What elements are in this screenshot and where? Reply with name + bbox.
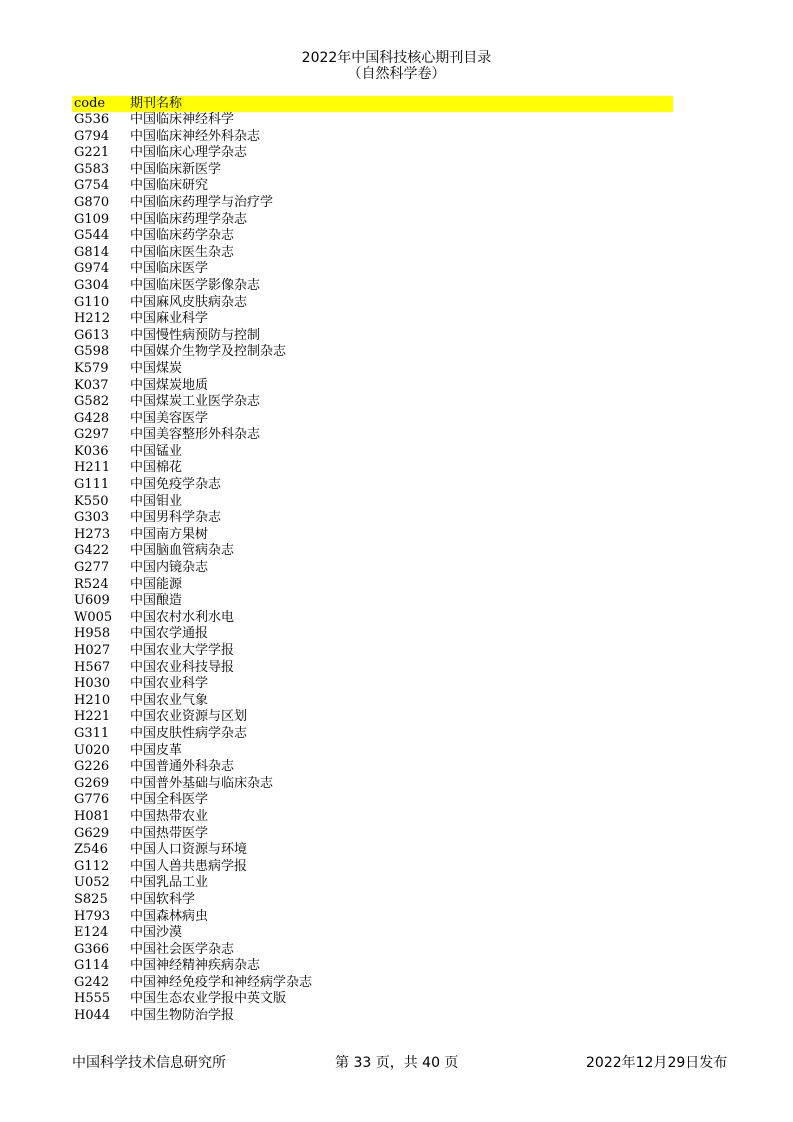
journal-name: 中国南方果树 xyxy=(130,526,209,542)
journal-name: 中国农业科学 xyxy=(130,676,209,692)
journal-name: 中国棉花 xyxy=(130,460,183,476)
journal-code: H210 xyxy=(74,692,111,708)
journal-name: 中国男科学杂志 xyxy=(130,510,222,526)
journal-code: G814 xyxy=(74,244,110,260)
journal-code: U609 xyxy=(74,593,110,609)
table-row xyxy=(72,261,673,278)
journal-code: G794 xyxy=(74,128,110,144)
journal-code: G974 xyxy=(74,261,110,277)
footer-org: 中国科学技术信息研究所 xyxy=(72,1055,226,1071)
journal-code: G221 xyxy=(74,145,110,161)
journal-code: G536 xyxy=(74,112,110,127)
table-row xyxy=(72,145,673,162)
table-row xyxy=(72,925,673,942)
journal-name: 中国普通外科杂志 xyxy=(130,759,235,775)
table-row xyxy=(72,328,673,345)
journal-code: H555 xyxy=(74,991,111,1007)
journal-name: 中国热带农业 xyxy=(130,808,209,824)
journal-name: 中国农学通报 xyxy=(130,626,209,642)
journal-name: 中国临床神经科学 xyxy=(130,112,235,127)
journal-code: H793 xyxy=(74,908,111,924)
header-name: 期刊名称 xyxy=(130,96,183,111)
table-row xyxy=(72,510,673,527)
journal-name: 中国皮革 xyxy=(130,742,183,758)
table-row xyxy=(72,859,673,876)
table-row xyxy=(72,195,673,212)
journal-name: 中国农村水利水电 xyxy=(130,609,235,625)
journal-name: 中国农业气象 xyxy=(130,692,209,708)
journal-code: G242 xyxy=(74,974,110,990)
journal-name: 中国神经精神疾病杂志 xyxy=(130,958,261,974)
journal-code: H081 xyxy=(74,808,111,824)
journal-name: 中国锰业 xyxy=(130,443,183,459)
table-row xyxy=(72,809,673,826)
journal-code: H212 xyxy=(74,311,111,327)
journal-name: 中国生物防治学报 xyxy=(130,1008,235,1024)
journal-name: 中国钼业 xyxy=(130,493,183,509)
journal-code: G297 xyxy=(74,427,110,443)
journal-code: G277 xyxy=(74,560,110,576)
journal-code: U052 xyxy=(74,875,110,891)
journal-code: G583 xyxy=(74,161,110,177)
journal-code: G629 xyxy=(74,825,110,841)
table-row xyxy=(72,942,673,959)
journal-name: 中国社会医学杂志 xyxy=(130,941,235,957)
journal-code: G109 xyxy=(74,211,110,227)
journal-name: 中国煤炭地质 xyxy=(130,377,209,393)
table-row xyxy=(72,991,673,1008)
table-row xyxy=(72,660,673,677)
journal-code: G754 xyxy=(74,178,110,194)
journal-list xyxy=(72,112,673,1025)
journal-name: 中国软科学 xyxy=(130,891,196,907)
journal-code: G366 xyxy=(74,941,110,957)
table-row xyxy=(72,112,673,129)
table-row xyxy=(72,693,673,710)
journal-code: G304 xyxy=(74,277,110,293)
page-subtitle: （自然科学卷） xyxy=(347,66,446,82)
journal-name: 中国人兽共患病学报 xyxy=(130,858,248,874)
table-row xyxy=(72,212,673,229)
journal-name: 中国临床药理学与治疗学 xyxy=(130,194,274,210)
journal-code: G226 xyxy=(74,759,110,775)
journal-name: 中国热带医学 xyxy=(130,825,209,841)
journal-code: H273 xyxy=(74,526,111,542)
table-row xyxy=(72,610,673,627)
table-row xyxy=(72,909,673,926)
journal-code: W005 xyxy=(74,609,113,625)
table-row xyxy=(72,411,673,428)
page-title: 2022年中国科技核心期刊目录 xyxy=(301,50,492,66)
table-row xyxy=(72,792,673,809)
journal-name: 中国皮肤性病学杂志 xyxy=(130,725,248,741)
footer-page-number: 第 33 页，共 40 页 xyxy=(335,1055,459,1071)
journal-code: H567 xyxy=(74,659,111,675)
journal-code: G428 xyxy=(74,410,110,426)
journal-code: G114 xyxy=(74,958,110,974)
table-row xyxy=(72,676,673,693)
table-row xyxy=(72,842,673,859)
table-row xyxy=(72,129,673,146)
journal-code: G311 xyxy=(74,725,110,741)
journal-code: G110 xyxy=(74,294,110,310)
table-row xyxy=(72,593,673,610)
journal-name: 中国生态农业学报中英文版 xyxy=(130,991,287,1007)
journal-code: K550 xyxy=(74,493,109,509)
journal-name: 中国农业科技导报 xyxy=(130,659,235,675)
table-row xyxy=(72,776,673,793)
table-row xyxy=(72,494,673,511)
table-row xyxy=(72,527,673,544)
journal-code: S825 xyxy=(74,891,108,907)
table-row xyxy=(72,709,673,726)
table-row xyxy=(72,378,673,395)
table-row xyxy=(72,162,673,179)
journal-name: 中国森林病虫 xyxy=(130,908,209,924)
table-header xyxy=(72,96,673,112)
journal-code: G582 xyxy=(74,394,110,410)
journal-name: 中国美容医学 xyxy=(130,410,209,426)
journal-name: 中国临床药理学杂志 xyxy=(130,211,248,227)
journal-name: 中国媒介生物学及控制杂志 xyxy=(130,344,287,360)
table-row xyxy=(72,892,673,909)
table-row xyxy=(72,178,673,195)
journal-name: 中国临床新医学 xyxy=(130,161,222,177)
table-row xyxy=(72,560,673,577)
table-row xyxy=(72,245,673,262)
table-row xyxy=(72,444,673,461)
table-row xyxy=(72,826,673,843)
table-row xyxy=(72,543,673,560)
table-row xyxy=(72,759,673,776)
journal-code: G870 xyxy=(74,194,110,210)
table-row xyxy=(72,344,673,361)
journal-name: 中国农业大学学报 xyxy=(130,643,235,658)
journal-name: 中国麻风皮肤病杂志 xyxy=(130,294,248,310)
journal-name: 中国全科医学 xyxy=(130,792,209,808)
journal-name: 中国能源 xyxy=(130,576,183,592)
journal-name: 中国临床药学杂志 xyxy=(130,228,235,244)
journal-code: G269 xyxy=(74,775,110,791)
journal-name: 中国麻业科学 xyxy=(130,311,209,327)
journal-code: R524 xyxy=(74,576,109,592)
journal-code: K037 xyxy=(74,377,109,393)
journal-code: G303 xyxy=(74,510,110,526)
table-row xyxy=(72,875,673,892)
journal-name: 中国临床医生杂志 xyxy=(130,244,235,260)
journal-name: 中国沙漠 xyxy=(130,925,183,941)
table-row xyxy=(72,295,673,312)
journal-name: 中国临床心理学杂志 xyxy=(130,145,248,161)
table-row xyxy=(72,460,673,477)
journal-code: G613 xyxy=(74,327,110,343)
journal-name: 中国酿造 xyxy=(130,593,183,609)
table-row xyxy=(72,726,673,743)
journal-code: G776 xyxy=(74,792,110,808)
table-row xyxy=(72,278,673,295)
journal-code: H958 xyxy=(74,626,111,642)
journal-code: K579 xyxy=(74,360,109,376)
table-row xyxy=(72,577,673,594)
journal-name: 中国临床研究 xyxy=(130,178,209,194)
table-row xyxy=(72,311,673,328)
journal-name: 中国脑血管病杂志 xyxy=(130,543,235,559)
table-row xyxy=(72,743,673,760)
table-row xyxy=(72,975,673,992)
journal-name: 中国免疫学杂志 xyxy=(130,477,222,493)
journal-code: H030 xyxy=(74,676,111,692)
journal-code: G598 xyxy=(74,344,110,360)
header-code: code xyxy=(74,96,106,111)
journal-code: G111 xyxy=(74,477,110,493)
journal-name: 中国临床神经外科杂志 xyxy=(130,128,261,144)
table-row xyxy=(72,361,673,378)
table-row xyxy=(72,958,673,975)
table-row xyxy=(72,228,673,245)
journal-name: 中国乳品工业 xyxy=(130,875,209,891)
table-row xyxy=(72,477,673,494)
journal-code: E124 xyxy=(74,925,109,941)
journal-code: H211 xyxy=(74,460,111,476)
journal-name: 中国临床医学影像杂志 xyxy=(130,277,261,293)
journal-code: Z546 xyxy=(74,842,108,858)
journal-name: 中国人口资源与环境 xyxy=(130,842,248,858)
journal-code: H221 xyxy=(74,709,111,725)
table-row xyxy=(72,1008,673,1025)
journal-name: 中国农业资源与区划 xyxy=(130,709,248,725)
table-row xyxy=(72,626,673,643)
journal-name: 中国慢性病预防与控制 xyxy=(130,327,261,343)
journal-code: G112 xyxy=(74,858,110,874)
footer-date: 2022年12月29日发布 xyxy=(586,1055,728,1071)
journal-code: U020 xyxy=(74,742,110,758)
table-row xyxy=(72,394,673,411)
journal-code: H027 xyxy=(74,643,111,658)
journal-name: 中国煤炭工业医学杂志 xyxy=(130,394,261,410)
journal-name: 中国临床医学 xyxy=(130,261,209,277)
journal-name: 中国神经免疫学和神经病学杂志 xyxy=(130,974,313,990)
journal-name: 中国煤炭 xyxy=(130,360,183,376)
journal-name: 中国内镜杂志 xyxy=(130,560,209,576)
journal-name: 中国普外基础与临床杂志 xyxy=(130,775,274,791)
journal-code: K036 xyxy=(74,443,109,459)
table-row xyxy=(72,427,673,444)
journal-code: G422 xyxy=(74,543,110,559)
journal-code: G544 xyxy=(74,228,110,244)
journal-name: 中国美容整形外科杂志 xyxy=(130,427,261,443)
journal-code: H044 xyxy=(74,1008,111,1024)
table-row xyxy=(72,643,673,660)
